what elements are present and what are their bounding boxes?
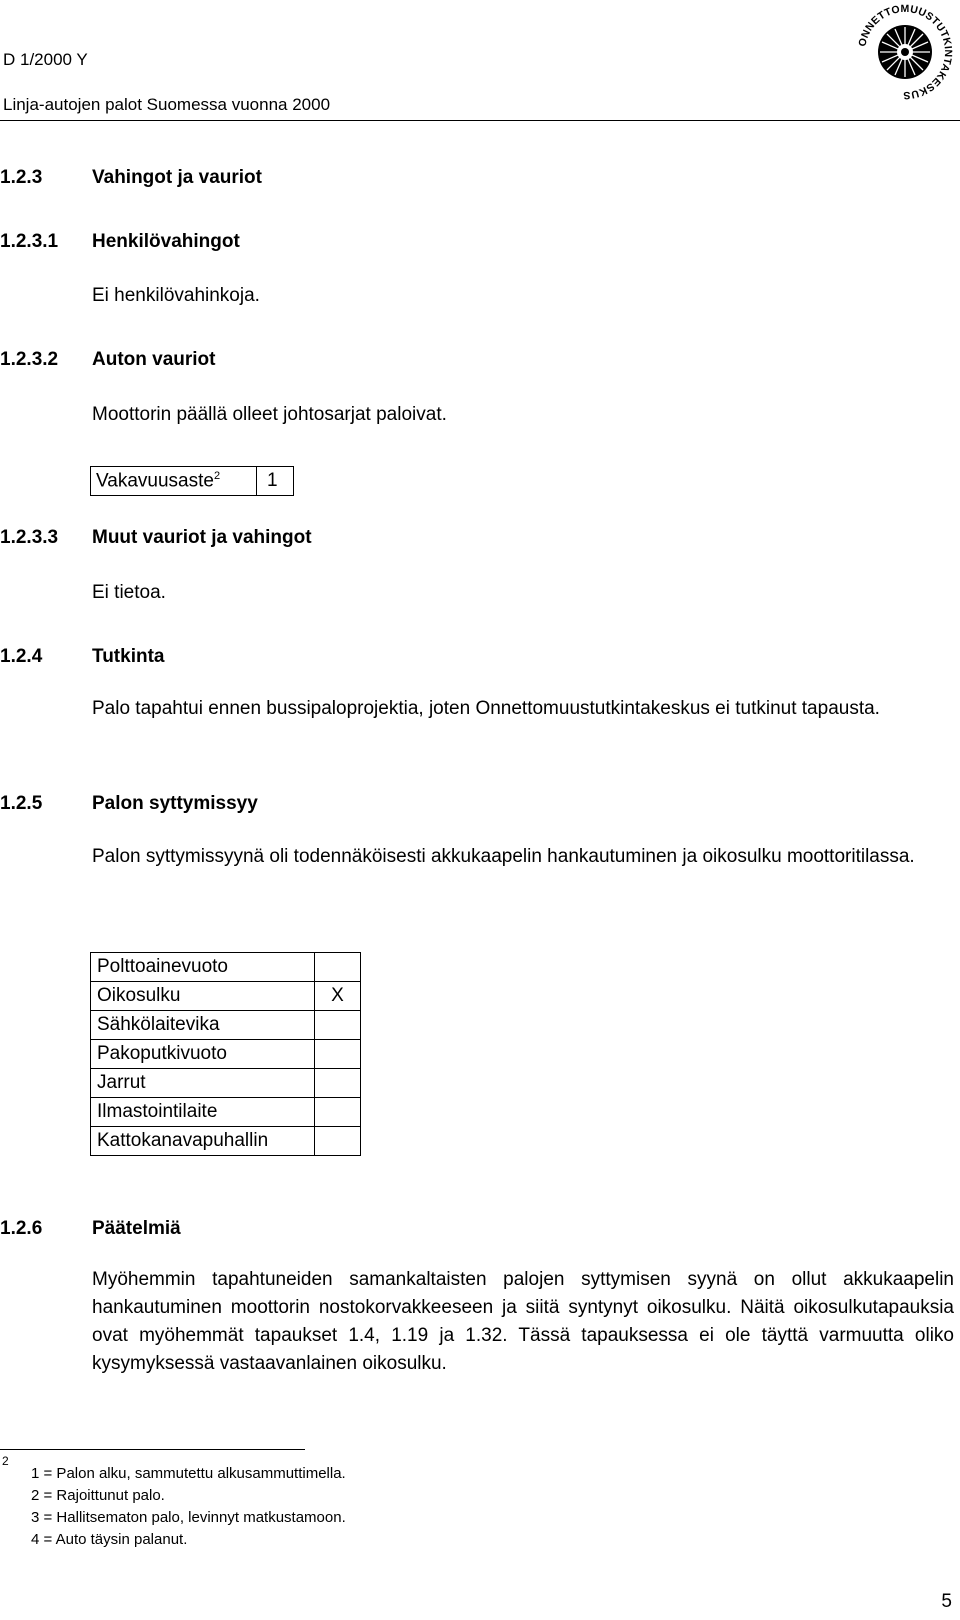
paragraph-syttymissyy: Palon syttymissyynä oli todennäköisesti akkukaapelin hankautuminen ja oikosulku moottoritilassa. <box>92 846 915 867</box>
cause-row <box>91 1040 361 1069</box>
onnettomuustutkintakeskus-logo <box>855 2 955 102</box>
footnote-line: 4 = Auto täysin palanut. <box>31 1531 188 1548</box>
section-number: 1.2.3.2 <box>0 349 59 370</box>
cause-label: Sähkölaitevika <box>91 1011 315 1040</box>
severity-box <box>90 466 294 496</box>
section-title: Henkilövahingot <box>92 231 240 252</box>
cause-row <box>91 1098 361 1127</box>
page-number: 5 <box>941 1591 952 1612</box>
cause-mark <box>315 953 361 982</box>
paragraph-tutkinta: Palo tapahtui ennen bussipaloprojektia, joten Onnettomuustutkintakeskus ei tutkinut tapausta. <box>92 698 880 719</box>
section-title: Auton vauriot <box>92 349 216 370</box>
cause-mark <box>315 1011 361 1040</box>
severity-divider <box>256 467 257 495</box>
document-title: Linja-autojen palot Suomessa vuonna 2000 <box>3 95 331 114</box>
cause-row <box>91 1127 361 1156</box>
severity-value: 1 <box>267 470 278 491</box>
cause-row <box>91 953 361 982</box>
cause-mark <box>315 1040 361 1069</box>
cause-mark <box>315 1069 361 1098</box>
paragraph-auton-vauriot: Moottorin päällä olleet johtosarjat paloivat. <box>92 404 447 425</box>
footnote-line: 1 = Palon alku, sammutettu alkusammuttimella. <box>31 1465 346 1482</box>
section-title: Tutkinta <box>92 646 165 667</box>
cause-label: Ilmastointilaite <box>91 1098 315 1127</box>
cause-row <box>91 982 361 1011</box>
footnote-line: 2 = Rajoittunut palo. <box>31 1487 165 1504</box>
cause-mark <box>315 1127 361 1156</box>
footnote-marker: 2 <box>2 1454 9 1468</box>
section-number: 1.2.3.3 <box>0 527 59 548</box>
paragraph-henkilovahingot: Ei henkilövahinkoja. <box>92 285 260 306</box>
footnote-lines <box>31 1463 346 1551</box>
section-title: Palon syttymissyy <box>92 793 258 814</box>
section-number: 1.2.3.1 <box>0 231 59 252</box>
cause-label: Jarrut <box>91 1069 315 1098</box>
section-title: Vahingot ja vauriot <box>92 167 262 188</box>
paragraph-muut-vauriot: Ei tietoa. <box>92 582 166 603</box>
cause-label: Pakoputkivuoto <box>91 1040 315 1069</box>
section-number: 1.2.3 <box>0 167 43 188</box>
ignition-cause-table <box>90 952 361 1156</box>
section-title: Päätelmiä <box>92 1218 181 1239</box>
paragraph-paatelmia: Myöhemmin tapahtuneiden samankaltaisten palojen syttymisen syynä on ollut akkukaapelin hankautuminen moottorin nostokorvakkeeseen ja siitä syntynyt oikosulku. Näitä oikosulkutapauksia ovat myöhemmät tapaukset 1.4, 1.19 ja 1.32. Tässä tapauksessa ei ole täyttä varmuutta oliko kysymyksessä vastaavanlainen oikosulku. <box>92 1269 954 1374</box>
footnote-line: 3 = Hallitsematon palo, levinnyt matkustamoon. <box>31 1509 346 1526</box>
severity-label: Vakavuusaste$^2$ <box>96 470 221 492</box>
cause-label: Kattokanavapuhallin <box>91 1127 315 1156</box>
cause-row <box>91 1069 361 1098</box>
footnote-reference: 2 <box>213 470 221 482</box>
section-number: 1.2.4 <box>0 646 43 667</box>
document-id: D 1/2000 Y <box>3 50 88 69</box>
svg-text:ONNETTOMUUSTUTKINTAKESKUS: ONNETTOMUUSTUTKINTAKESKUS <box>856 2 955 102</box>
cause-label: Oikosulku <box>91 982 315 1011</box>
header-rule <box>0 120 960 121</box>
cause-mark <box>315 1098 361 1127</box>
footnote-rule <box>0 1449 305 1450</box>
cause-mark: X <box>315 982 361 1011</box>
cause-label: Polttoainevuoto <box>91 953 315 982</box>
section-number: 1.2.5 <box>0 793 43 814</box>
section-title: Muut vauriot ja vahingot <box>92 527 312 548</box>
cause-row <box>91 1011 361 1040</box>
section-number: 1.2.6 <box>0 1218 43 1239</box>
